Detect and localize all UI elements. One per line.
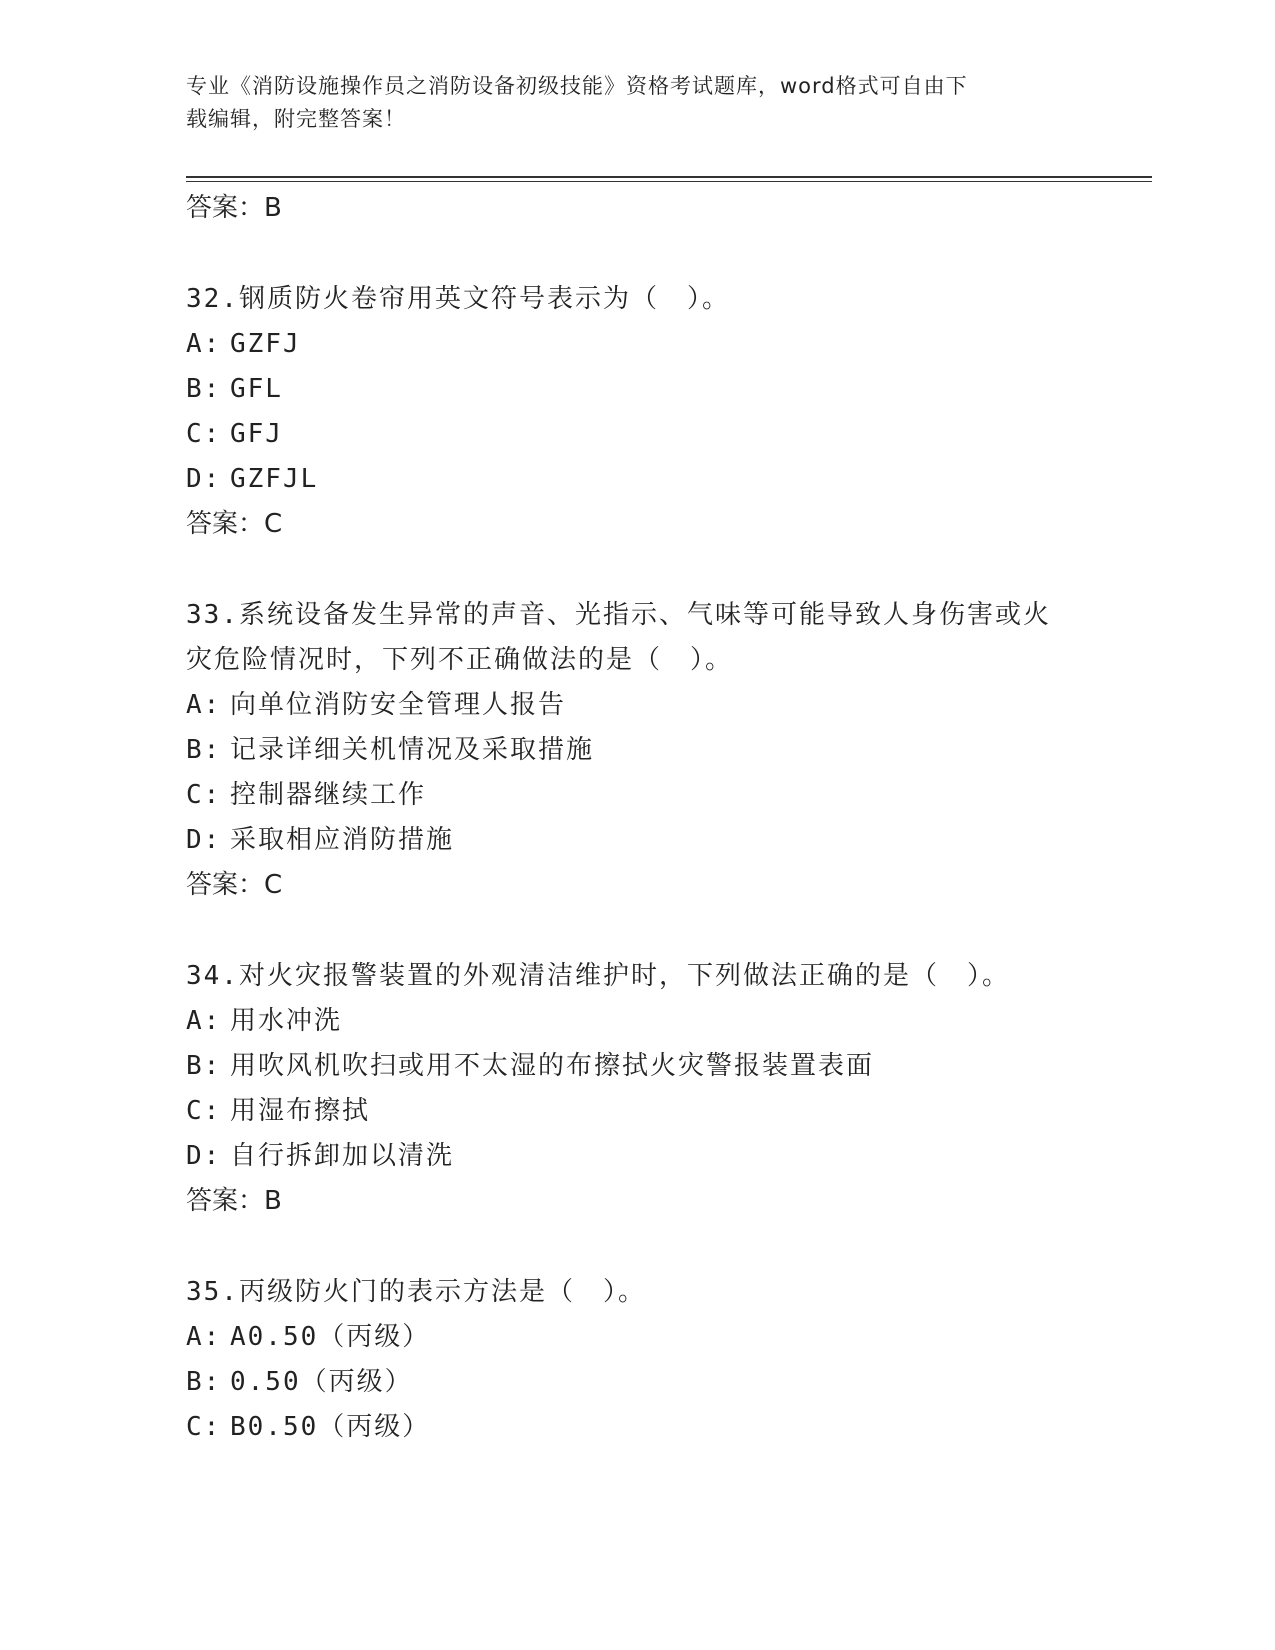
question-list [186,186,1146,1450]
option-key: A: [186,690,222,720]
option-b [186,1360,1146,1405]
answer-line: 答案：B [186,193,282,223]
option-key: B: [186,735,222,765]
option-d [186,457,1146,502]
question-text [186,954,1086,999]
option-key: D: [186,464,222,494]
option-c [186,773,1146,818]
question-block [186,593,1146,908]
option-key: B: [186,1367,222,1397]
option-key: D: [186,825,222,855]
header-line-1: 专业《消防设施操作员之消防设备初级技能》资格考试题库，word格式可自由下 [186,74,968,98]
option-b [186,1044,1146,1089]
spacer [186,231,1146,277]
option-key: B: [186,1051,222,1081]
option-a [186,683,1146,728]
header-line-2: 载编辑，附完整答案！ [186,107,406,131]
option-d [186,818,1146,863]
header-divider-thin [186,181,1152,182]
option-text: 用水冲洗 [230,1006,343,1036]
question-text [186,277,1086,322]
option-key: D: [186,1141,222,1171]
option-c [186,1089,1146,1134]
option-key: C: [186,780,222,810]
option-text: 记录详细关机情况及采取措施 [230,735,595,765]
spacer [186,547,1146,593]
option-c [186,412,1146,457]
question-text [186,593,1086,683]
option-a [186,322,1146,367]
spacer [186,908,1146,954]
header-divider-thick [186,176,1152,178]
option-text: GFJ [230,419,283,449]
option-text: 用吹风机吹扫或用不太湿的布擦拭火灾警报装置表面 [230,1051,875,1081]
option-key: A: [186,1322,222,1352]
option-text: B0.50（丙级） [230,1412,431,1442]
option-text: GFL [230,374,283,404]
option-key: B: [186,374,222,404]
option-b [186,728,1146,773]
option-text: GZFJ [230,329,301,359]
question-block [186,1270,1146,1450]
option-text: 控制器继续工作 [230,780,427,810]
answer-line: 答案：C [186,870,283,900]
option-d [186,1134,1146,1179]
question-text-line: 灾危险情况时，下列不正确做法的是（ ）。 [186,645,734,675]
option-key: A: [186,329,222,359]
answer-line: 答案：B [186,1186,282,1216]
option-text: A0.50（丙级） [230,1322,431,1352]
spacer [186,1224,1146,1270]
option-a [186,999,1146,1044]
option-text: GZFJL [230,464,319,494]
option-key: C: [186,419,222,449]
option-text: 向单位消防安全管理人报告 [230,690,567,720]
option-text: 自行拆卸加以清洗 [230,1141,455,1171]
option-a [186,1315,1146,1360]
question-text-line: 34.对火灾报警装置的外观清洁维护时，下列做法正确的是（ ）。 [186,961,1010,991]
document-header [186,70,1066,136]
option-key: A: [186,1006,222,1036]
answer-line: 答案：C [186,509,283,539]
option-text: 用湿布擦拭 [230,1096,371,1126]
option-b [186,367,1146,412]
option-key: C: [186,1412,222,1442]
question-text [186,1270,1086,1315]
option-key: C: [186,1096,222,1126]
question-block [186,277,1146,547]
question-block [186,954,1146,1224]
option-text: 采取相应消防措施 [230,825,455,855]
question-text-line: 33.系统设备发生异常的声音、光指示、气味等可能导致人身伤害或火 [186,600,1051,630]
question-text-line: 32.钢质防火卷帘用英文符号表示为（ ）。 [186,284,730,314]
option-text: 0.50（丙级） [230,1367,413,1397]
option-c [186,1405,1146,1450]
question-text-line: 35.丙级防火门的表示方法是（ ）。 [186,1277,646,1307]
